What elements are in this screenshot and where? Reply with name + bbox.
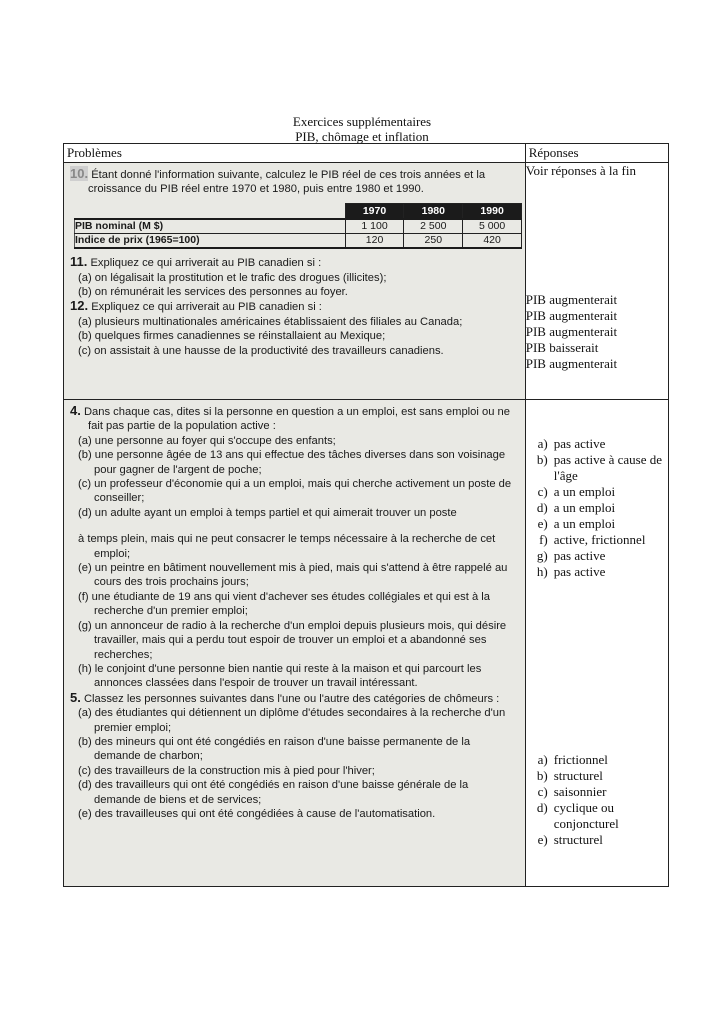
gdp-row-label: PIB nominal (M $) [75,219,346,234]
answer-text: pas active à cause de l'âge [553,452,663,483]
sub-item-marker: (f) [78,590,89,603]
problems-scan-2 [64,400,526,887]
sub-item-marker: (b) [78,449,92,462]
answer-text: a un emploi [553,484,616,499]
sub-item-text: une personne âgée de 13 ans qui effectue des tâches diverses dans son voisinage pour gagner de l'argent de poche; [94,449,506,476]
sub-item-marker: (b) [78,735,92,748]
sub-item-text: le conjoint d'une personne bien nantie qui reste à la maison et qui parcourt les annonces classées dans l'espoir de trouver un travail intéressant. [94,662,482,690]
gdp-row [75,219,522,234]
answer-item: PIB augmenterait [525,356,618,371]
answer-item: PIB baisserait [525,340,599,355]
sub-item-marker: (a) [78,707,92,720]
answer-item [526,768,668,784]
gdp-year-header: 1970 [345,203,404,219]
sub-item-marker: (a) [78,315,92,328]
sub-item-marker: (d) [78,506,92,519]
sub-item [70,434,517,448]
answers-cell-1 [525,163,668,400]
answer-marker: h) [536,564,548,579]
answer-text: frictionnel [553,752,608,767]
sub-item [70,271,517,285]
answer-text: pas active [553,564,606,579]
answers-column-header: Réponses [525,144,668,163]
answer-item [526,832,668,848]
sub-item [70,662,517,691]
question-10 [70,167,517,197]
answer-marker: d) [536,800,548,815]
answer-marker: a) [537,436,548,451]
question-text: Dans chaque cas, dites si la personne en question a un emploi, est sans emploi ou ne fait pas partie de la population active : [83,406,510,433]
gdp-cell: 2 500 [404,219,463,234]
sub-item [70,532,517,561]
gdp-row-label: Indice de prix (1965=100) [75,234,346,249]
answer-text: pas active [553,548,606,563]
sub-item-text: on rémunérait les services des personnes au foyer. [94,286,348,299]
sub-item [70,619,517,662]
answer-item: PIB augmenterait [525,292,618,307]
sub-item [70,344,517,358]
gdp-cell: 1 100 [345,219,404,234]
sub-item-text: des travailleuses qui ont été congédiées à cause de l'automatisation. [94,807,436,820]
answer-text: active, frictionnel [553,532,646,547]
answer-marker: e) [537,832,548,847]
problems-column-header: Problèmes [64,144,526,163]
answer-text: cyclique ou conjoncturel [553,800,619,831]
sub-item [70,329,517,343]
answer-item: PIB augmenterait [525,324,618,339]
sub-item-text: quelques firmes canadiennes se réinstallaient au Mexique; [94,330,386,343]
sub-item-text: à temps plein, mais qui ne peut consacrer le temps nécessaire à la recherche de cet emploi; [78,533,496,560]
answer-item [526,500,668,516]
sub-item [70,285,517,299]
answer-item [526,516,668,532]
question-12 [70,299,517,314]
gdp-table [74,203,522,249]
answer-text: structurel [553,768,603,783]
question-text: Expliquez ce qui arriverait au PIB canadien si : [90,257,322,270]
sub-item-marker: (e) [78,807,92,820]
sub-item [70,561,517,590]
sub-item-marker: (b) [78,286,92,299]
sub-item [70,807,517,821]
sub-item-text: un annonceur de radio à la recherche d'un emploi depuis plusieurs mois, qui désire travailler, mais qui a perdu tout espoir de trouver un emploi et a abandonné ses recherches; [94,619,507,661]
sub-item [70,315,517,329]
answer-text: saisonnier [553,784,607,799]
sub-item-text: une étudiante de 19 ans qui vient d'achever ses études collégiales et qui est à la recherche d'un premier emploi; [91,590,490,618]
sub-item-text: des travailleurs qui ont été congédiés en raison d'une baisse générale de la demande de biens et de services; [94,779,469,806]
sub-item-marker: (b) [78,330,92,343]
sub-item-text: un peintre en bâtiment nouvellement mis à pied, mais qui s'attend à être rappelé au cours des trois prochains jours; [94,562,508,589]
answer-text: a un emploi [553,516,616,531]
sub-item-marker: (h) [78,662,92,675]
gdp-year-header: 1990 [463,203,522,219]
sub-item [70,506,517,520]
answer-marker: b) [536,768,548,783]
answer-marker: f) [539,532,548,547]
sub-item-text: un professeur d'économie qui a un emploi, mais qui cherche activement un poste de conseiller; [94,478,512,505]
gdp-cell: 120 [345,234,404,249]
question-text: Classez les personnes suivantes dans l'une ou l'autre des catégories de chômeurs : [83,692,500,705]
answer-text: a un emploi [553,500,616,515]
exercise-table [63,143,669,887]
question-number: 5. [70,689,81,705]
answers-list-q5 [526,752,668,848]
sub-item [70,764,517,778]
question-number: 12. [70,298,89,314]
answer-item [526,452,668,484]
answer-item: PIB augmenterait [525,308,618,323]
answer-marker: e) [537,516,548,531]
question-4 [70,404,517,434]
answer-text: structurel [553,832,603,847]
answer-marker: a) [537,752,548,767]
answer-item [526,484,668,500]
sub-item-marker: (c) [78,764,92,777]
answer-marker: b) [536,452,548,467]
sub-item-text: on légalisait la prostitution et le trafic des drogues (illicites); [94,271,387,284]
answers-list [526,292,668,372]
problems-scan-1 [64,163,526,400]
sub-item-text: une personne au foyer qui s'occupe des enfants; [94,434,336,447]
question-11 [70,255,517,270]
page-subtitle: PIB, chômage et inflation [295,129,429,144]
answer-marker: g) [536,548,548,563]
answer-item [526,532,668,548]
sub-item [70,448,517,477]
answers-intro: Voir réponses à la fin [525,163,636,178]
sub-item-text: on assistait à une hausse de la productivité des travailleurs canadiens. [94,344,444,357]
sub-item-text: des étudiantes qui détiennent un diplôme d'études secondaires à la recherche d'un premier emploi; [94,707,506,734]
sub-item-text: des travailleurs de la construction mis à pied pour l'hiver; [94,764,375,777]
question-text: Expliquez ce qui arriverait au PIB canadien si : [91,301,322,314]
answer-marker: c) [537,784,548,799]
answer-item [526,564,668,580]
answer-item [526,800,668,832]
gdp-cell: 420 [463,234,522,249]
sub-item-marker: (a) [78,271,92,284]
answers-list-q4 [526,436,668,580]
answer-marker: c) [537,484,548,499]
page-title: Exercices supplémentaires [292,114,432,129]
sub-item-marker: (g) [78,619,92,632]
answer-item [526,436,668,452]
question-number: 4. [70,403,81,418]
answer-item [526,548,668,564]
sub-item [70,706,517,735]
answer-marker: d) [536,500,548,515]
gdp-year-header: 1980 [404,203,463,219]
sub-item-marker: (c) [78,344,92,357]
answer-item [526,752,668,768]
sub-item [70,735,517,764]
gdp-cell: 5 000 [463,219,522,234]
answer-item [526,784,668,800]
sub-item-marker: (d) [78,779,92,792]
sub-item [70,477,517,506]
question-5 [70,691,517,706]
sub-item [70,590,517,619]
question-number: 11. [70,254,88,270]
gdp-cell: 250 [404,234,463,249]
sub-item-text: un adulte ayant un emploi à temps partiel et qui aimerait trouver un poste [94,506,457,519]
sub-item-marker: (a) [78,434,92,447]
sub-item-marker: (c) [78,478,92,491]
answers-cell-2 [525,400,668,887]
question-text: Étant donné l'information suivante, calculez le PIB réel de ces trois années et la croissance du PIB réel entre 1970 et 1980, puis entre 1980 et 1990. [88,169,486,196]
gdp-row [75,234,522,249]
sub-item-text: plusieurs multinationales américaines établissaient des filiales au Canada; [94,315,463,328]
sub-item-marker: (e) [78,562,92,575]
answer-text: pas active [553,436,606,451]
sub-item [70,778,517,807]
question-number: 10. [70,166,89,181]
sub-item-text: des mineurs qui ont été congédiés en raison d'une baisse permanente de la demande de charbon; [94,735,471,763]
